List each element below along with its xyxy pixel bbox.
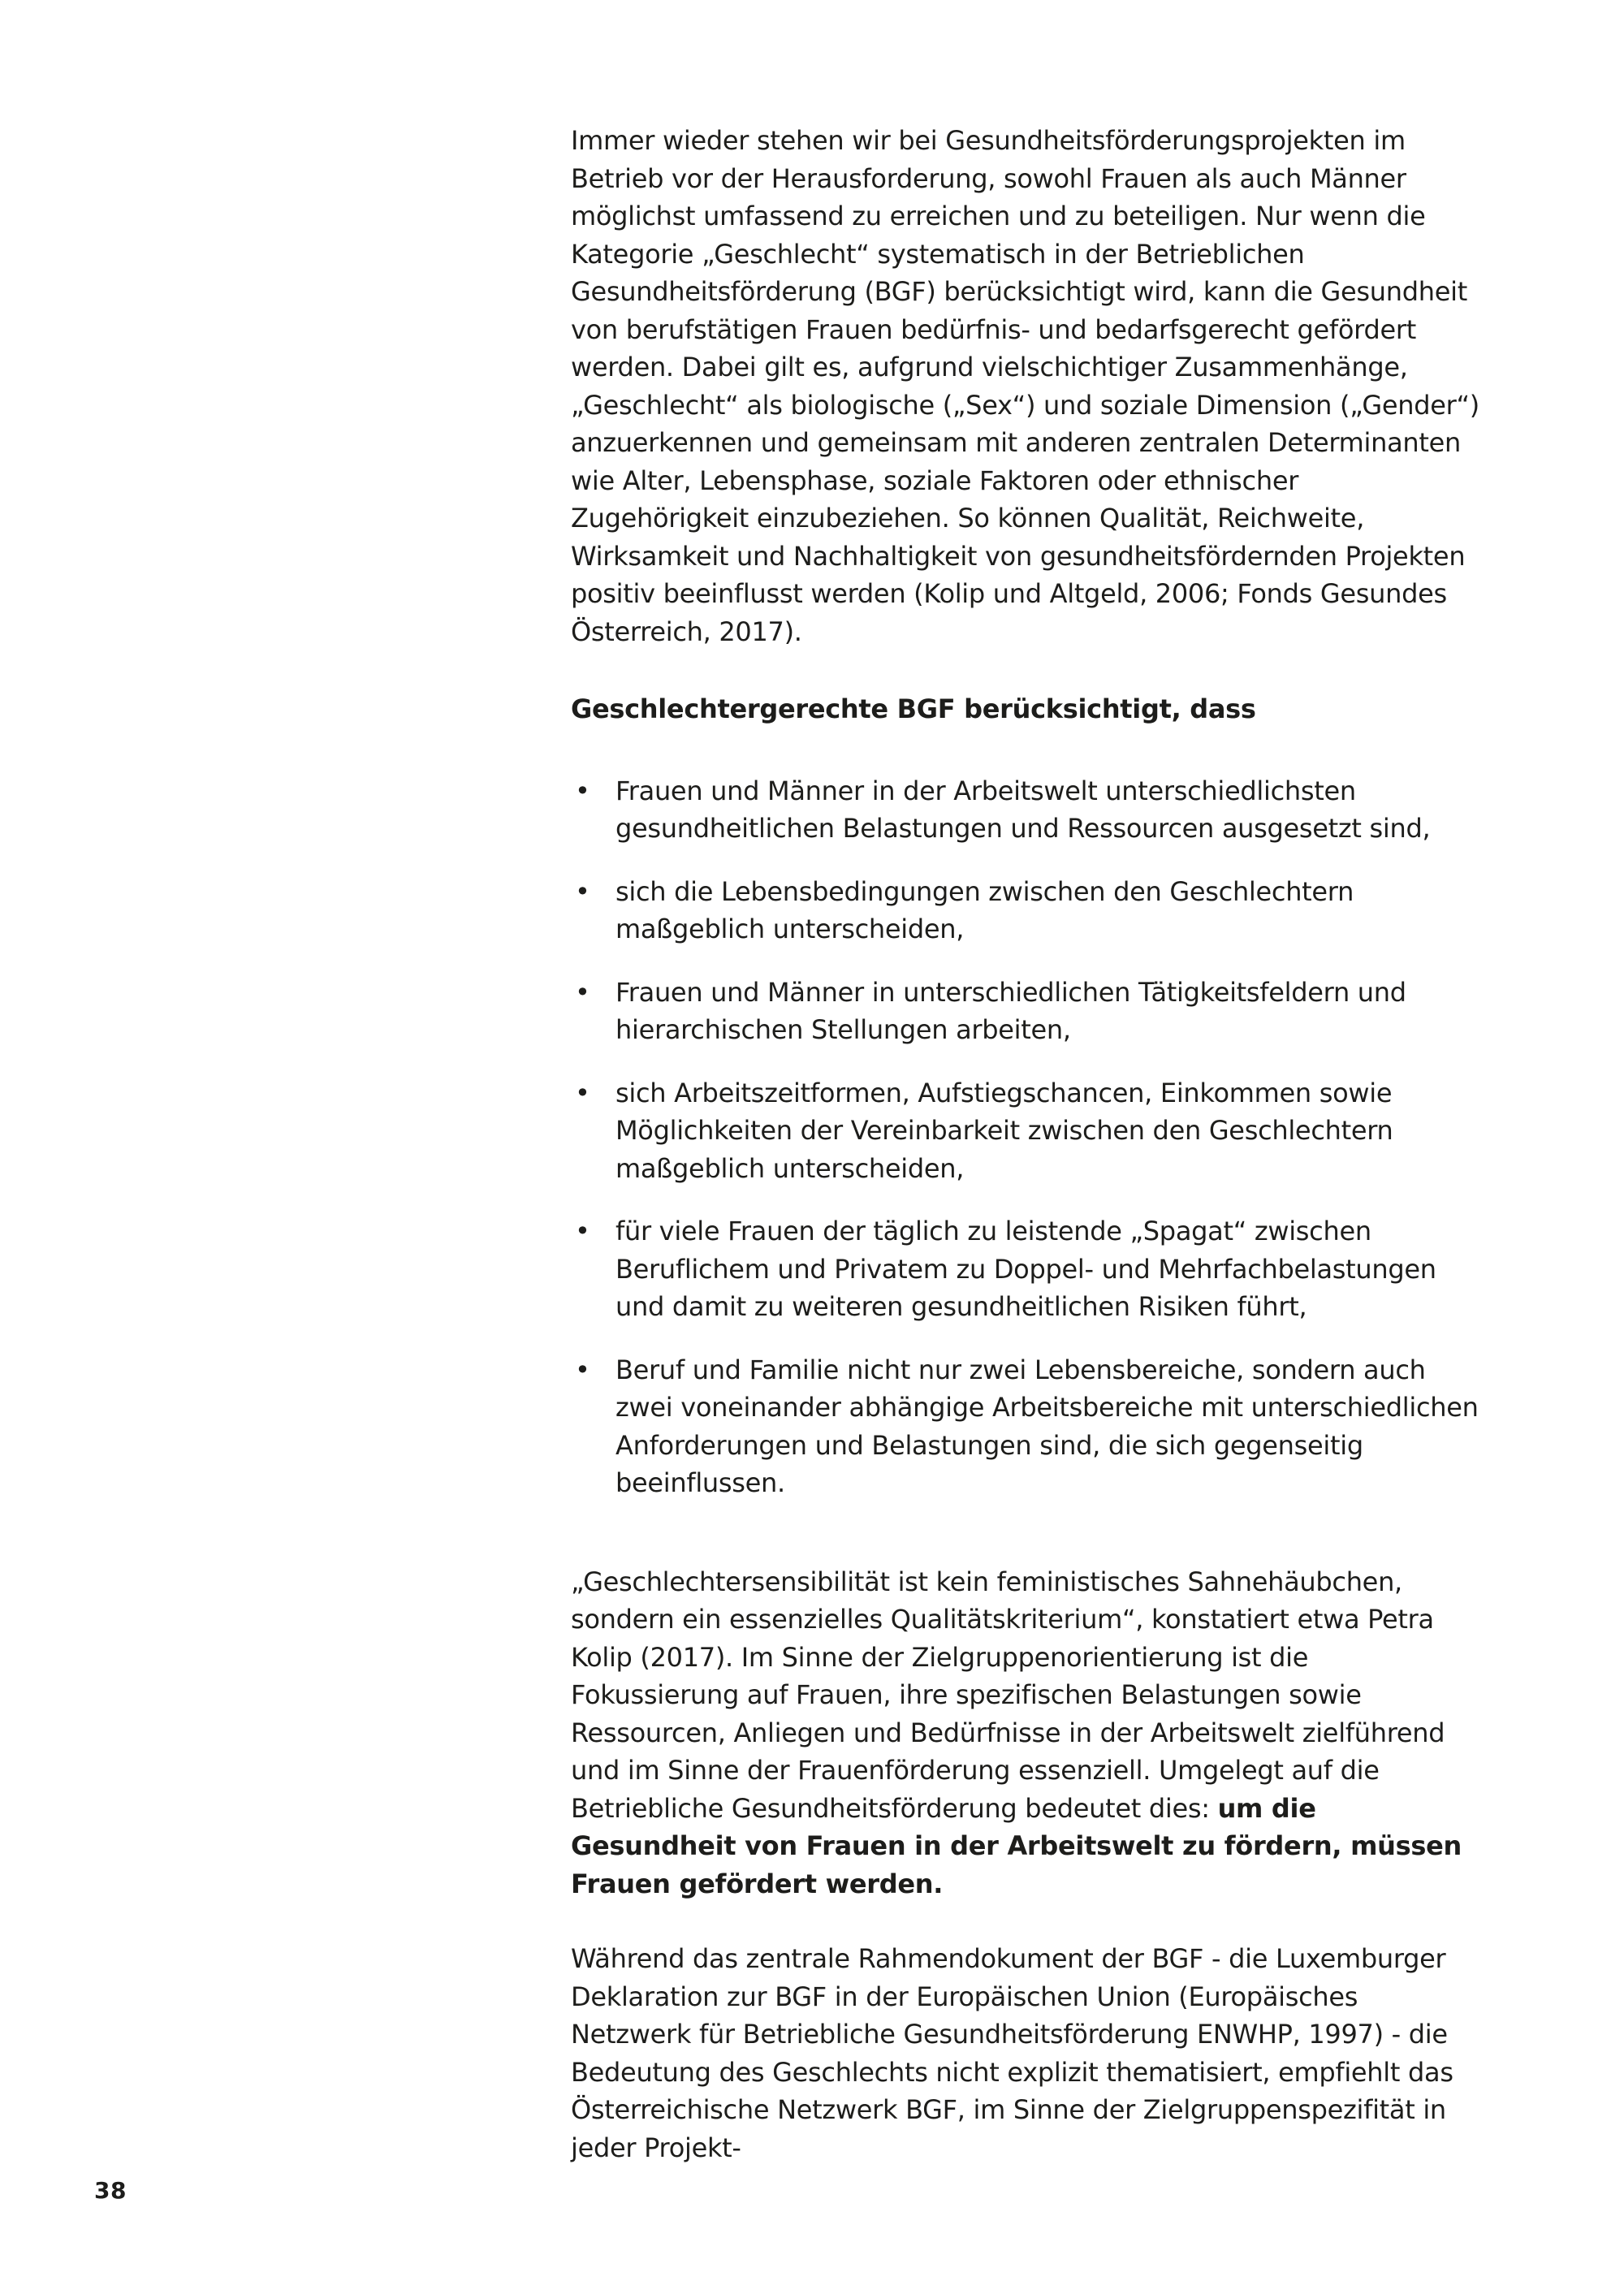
list-item-text: für viele Frauen der täglich zu leistende „Spagat“ zwischen Beruflichem und Privatem zu Doppel- und Mehrfachbelastungen und damit zu weiteren gesundheitlichen Risiken führt, — [615, 1216, 1436, 1322]
bullet-list — [571, 772, 1480, 1502]
closing-paragraph: Während das zentrale Rahmendokument der BGF - die Luxemburger Deklaration zur BGF in der Europäischen Union (Europäisches Netzwerk für Betriebliche Gesundheitsförderung ENWHP, 1997) - die Bedeutung des Geschlechts nicht explizit thematisiert, empfiehlt das Österreichische Netzwerk BGF, im Sinne der Zielgruppenspezifität in jeder Projekt- — [571, 1943, 1453, 2163]
bullet-icon: • — [575, 875, 590, 907]
bullet-icon: • — [575, 1216, 590, 1246]
list-item-text: sich Arbeitszeitformen, Aufstiegschancen, Einkommen sowie Möglichkeiten der Vereinbarkeit zwischen den Geschlechtern maßgeblich unterscheiden, — [615, 1077, 1393, 1184]
list-item — [571, 1351, 1480, 1502]
bullet-icon: • — [575, 1077, 590, 1108]
list-item — [571, 1074, 1480, 1188]
list-heading: Geschlechtergerechte BGF berücksichtigt, dass — [571, 693, 1256, 724]
list-item — [571, 772, 1480, 848]
list-item-text: Frauen und Männer in unterschiedlichen Tätigkeitsfeldern und hierarchischen Stellungen arbeiten, — [615, 976, 1406, 1045]
quote-emphasis: um die Gesundheit von Frauen in der Arbeitswelt zu fördern, müssen Frauen gefördert werden. — [571, 1792, 1462, 1899]
bullet-icon: • — [575, 976, 590, 1008]
list-item — [571, 974, 1480, 1049]
list-item — [571, 873, 1480, 948]
list-item-text: Frauen und Männer in der Arbeitswelt unterschiedlichsten gesundheitlichen Belastungen und Ressourcen ausgesetzt sind, — [615, 775, 1431, 844]
list-item-text: sich die Lebensbedingungen zwischen den Geschlechtern maßgeblich unterscheiden, — [615, 875, 1354, 944]
intro-paragraph: Immer wieder stehen wir bei Gesundheitsförderungsprojekten im Betrieb vor der Herausforderung, sowohl Frauen als auch Männer möglichst umfassend zu erreichen und zu beteiligen. Nur wenn die Kategorie „Geschlecht“ systematisch in der Betrieblichen Gesundheitsförderung (BGF) berücksichtigt wird, kann die Gesundheit von berufstätigen Frauen bedürfnis- und bedarfsgerecht gefördert werden. Dabei gilt es, aufgrund vielschichtiger Zusammenhänge, „Geschlecht“ als biologische („Sex“) und soziale Dimension („Gender“) anzuerkennen und gemeinsam mit anderen zentralen Determinanten wie Alter, Lebensphase, soziale Faktoren oder ethnischer Zugehörigkeit einzubeziehen. So können Qualität, Reichweite, Wirksamkeit und Nachhaltigkeit von gesundheitsfördernden Projekten positiv beeinflusst werden (Kolip und Altgeld, 2006; Fonds Gesundes Österreich, 2017). — [571, 125, 1479, 647]
bullet-icon: • — [575, 1354, 590, 1385]
quote-paragraph — [571, 1563, 1480, 1903]
list-item — [571, 1212, 1480, 1326]
page-number: 38 — [94, 2177, 127, 2204]
list-item-text: Beruf und Familie nicht nur zwei Lebensbereiche, sondern auch zwei voneinander abhängige Arbeitsbereiche mit unterschiedlichen Anforderungen und Belastungen sind, die sich gegenseitig beeinflussen. — [615, 1354, 1479, 1498]
quote-text: „Geschlechtersensibilität ist kein feministisches Sahnehäubchen, sondern ein essenzielles Qualitätskriterium“, konstatiert etwa Petra Kolip (2017). Im Sinne der Zielgruppenorientierung ist die Fokussierung auf Frauen, ihre spezifischen Belastungen sowie Ressourcen, Anliegen und Bedürfnisse in der Arbeitswelt zielführend und im Sinne der Frauenförderung essenziell. Umgelegt auf die Betriebliche Gesundheitsförderung bedeutet dies: — [571, 1566, 1445, 1824]
bullet-icon: • — [575, 775, 590, 806]
text-column — [571, 122, 1480, 2167]
